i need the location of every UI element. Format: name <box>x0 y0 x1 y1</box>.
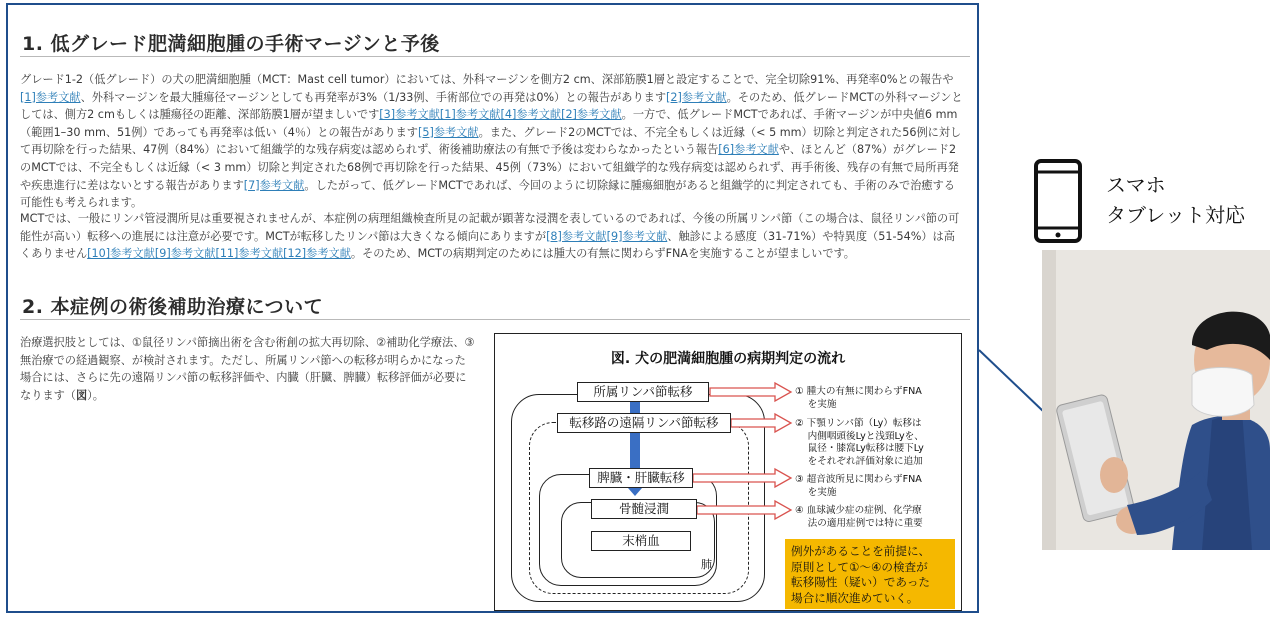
section-heading-1: 1. 低グレード肥満細胞腫の手術マージンと予後 <box>22 33 440 55</box>
note-4: ④ 血球減少症の症例、化学療 法の適用症例では特に重要 <box>795 505 923 529</box>
box-peripheral-blood: 末梢血 <box>591 531 691 551</box>
section-heading-2: 2. 本症例の術後補助治療について <box>22 296 324 318</box>
paragraph-text: 。一方で、低グレードMCTであれば、手術マージンが中央値6 mm（範囲1–30 mm、51例）であっても再発率は低い（4％）との報告があります <box>20 108 958 139</box>
device-line-1: スマホ <box>1106 173 1166 197</box>
paragraph-text: グレード1-2（低グレード）の犬の肥満細胞腫（MCT：Mast cell tumor）においては、外科マージンを側方2 cm、深部筋膜1層と設定することで、完全切除91%、再発率0%との報告や <box>20 73 954 86</box>
box-bone-marrow: 骨髄浸潤 <box>591 499 697 519</box>
paragraph-text: MCTでは、一般にリンパ管浸潤所見は重要視されませんが、本症例の病理組織検査所見の記載が顕著な浸潤を表しているのであれば、今後の所属リンパ節（この場合は、鼠径リンパ節の可能性が高い）転移への進展には注意が必要です。MCTが転移したリンパ節は大きくなる傾向にありますが <box>20 212 960 243</box>
figure-title: 図. 犬の肥満細胞腫の病期判定の流れ <box>610 351 846 367</box>
box-spleen-liver: 脾臓・肝臓転移 <box>589 468 693 488</box>
paragraph-text: 。したがって、低グレードMCTであれば、今回のように切除縁に腫瘍細胞があると組織学的に判定されても、手術のみで治癒する可能性も考えられます。 <box>20 178 955 210</box>
reference-link[interactable]: [3]参考文献[1]参考文献[4]参考文献[2]参考文献 <box>379 108 622 122</box>
reference-link[interactable]: [2]参考文献 <box>666 90 727 104</box>
box-regional-node: 所属リンパ節転移 <box>577 382 709 402</box>
paragraph-text: 、触診による感度（31-71%）や特異度（51-54%）は高くありません <box>20 229 955 261</box>
device-support-label <box>1106 170 1245 230</box>
person-with-tablet-illustration <box>1042 250 1270 550</box>
paragraph-text: 。そのため、MCTの病期判定のためには腫大の有無に関わらずFNAを実施することが望ましいです。 <box>350 247 855 261</box>
paragraph-text: や、ほとんど（87%）がグレード2のMCTでは、不完全もしくは近縁（< 3 mm）切除と判定された68例で再切除を行った結果、45例（73%）において組織学的な残存病変は認められず、再手術後、残存の有無で局所再発や疾患進行に差はないとする報告があります <box>20 143 959 192</box>
reference-link[interactable]: [5]参考文献 <box>417 125 479 139</box>
note-3: ③ 超音波所見に関わらずFNA を実施 <box>795 474 922 498</box>
smartphone-icon <box>1030 158 1086 244</box>
note-1: ① 腫大の有無に関わらずFNA を実施 <box>795 386 922 410</box>
reference-link[interactable]: [1]参考文献 <box>20 90 81 104</box>
paragraph-text: 。また、グレード2のMCTでは、不完全もしくは近縁（< 5 mm）切除と判定された56例に対して再切除を行った結果、47例（84%）において組織学的な残存病変は認められず、術後補助療法の有無で予後は変わらなかったという報告 <box>20 125 962 157</box>
callout-box: 例外があることを前提に、 原則として①〜④の検査が 転移陽性（疑い）であった 場合に順次進めていく。 <box>785 539 955 609</box>
note-2: ② 下顎リンパ節（Ly）転移は 内側咽頭後Lyと浅頸Lyを、 鼠径・膝窩Ly転移は腰下Ly をそれぞれ評価対象に追加 <box>795 418 924 467</box>
paragraph-text: ）。 <box>87 388 104 402</box>
reference-link[interactable]: [8]参考文献[9]参考文献 <box>546 229 668 243</box>
box-distant-node: 転移路の遠隔リンパ節転移 <box>557 413 731 433</box>
tablet-user-photo <box>1042 250 1270 550</box>
device-line-2: タブレット対応 <box>1106 203 1245 227</box>
paragraph-text: 、外科マージンを最大腫瘍径マージンとしても再発率が3%（1/33例、手術部位での再発は0%）との報告があります <box>80 90 667 104</box>
lung-label: 肺 <box>701 558 712 571</box>
reference-link[interactable]: [7]参考文献 <box>243 178 305 192</box>
figure-reference: 図 <box>75 388 88 402</box>
paragraph-text: 治療選択肢としては、①鼠径リンパ節摘出術を含む術創の拡大再切除、②補助化学療法、③無治療での経過観察、が検討されます。ただし、所属リンパ節への転移が明らかになった場合には、さらに先の遠隔リンパ節の転移評価や、内臓（肝臓、脾臓）転移評価が必要になります（ <box>20 336 475 402</box>
reference-link[interactable]: [6]参考文献 <box>718 143 779 157</box>
paragraph-text: 。そのため、低グレードMCTの外科マージンとしては、側方2 cmもしくは腫瘍径の距離、深部筋膜1層が望ましいです <box>20 90 963 122</box>
reference-link[interactable]: [10]参考文献[9]参考文献[11]参考文献[12]参考文献 <box>87 247 351 261</box>
